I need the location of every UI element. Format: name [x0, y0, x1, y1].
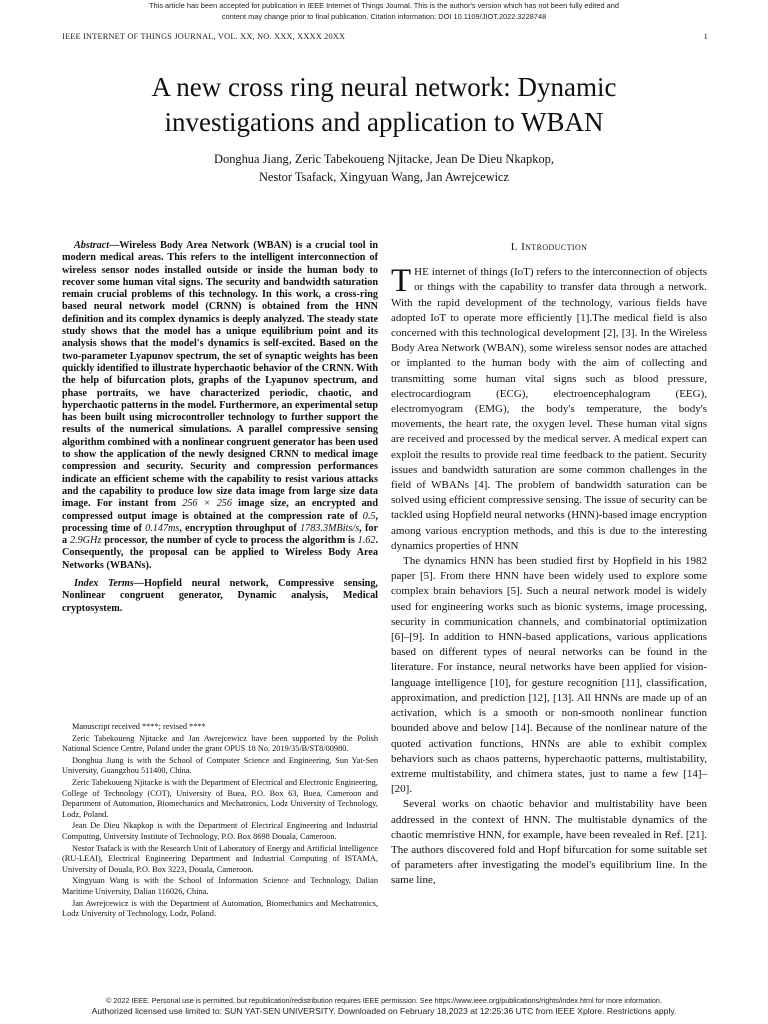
page-number: 1 — [703, 32, 708, 41]
footnote: Donghua Jiang is with the School of Computer Science and Engineering, Sun Yat-Sen University, Guangzhou 511400, China. — [62, 755, 378, 776]
intro-lead: HE — [414, 266, 429, 279]
section-number: I. — [510, 241, 518, 253]
index-terms — [62, 578, 378, 615]
left-column — [62, 240, 378, 615]
drop-cap: T — [391, 263, 412, 300]
footnote: Zeric Tabekoueng Njitacke is with the Department of Electrical and Electronic Engineering, College of Technology (COT), University of Buea, P.O. Box 63, Buea, Cameroon and Department of Automation, Biomechanics and Mechatronics, Lodz University of Technology, Lodz, Poland. — [62, 777, 378, 819]
index-terms-dash: — — [133, 578, 144, 590]
abstract-part-3: , processing time of — [62, 510, 378, 534]
math-compression-rate: 0.5 — [362, 510, 376, 522]
running-head — [62, 32, 708, 41]
abstract — [62, 240, 378, 572]
title-line-1: A new cross ring neural network: Dynamic — [151, 72, 617, 102]
notice-line-2: content may change prior to final publication. Citation information: DOI 10.1109/JIOT.2022.3228748 — [221, 12, 547, 21]
section-title: Introduction — [521, 241, 588, 253]
footnote: Nestor Tsafack is with the Research Unit of Laboratory of Energy and Artificial Intelligence (RU-LEAI), Electrical Engineering Department and Industrial Computing of ISTAMA, University of Douala, P.O. Box 3223, Douala, Cameroon. — [62, 843, 378, 874]
math-cycle-count: 1.62 — [357, 535, 376, 547]
index-terms-label: Index Terms — [74, 578, 134, 590]
math-processing-time: 0.147ms — [145, 522, 180, 534]
abstract-part-2: image size, an encrypted and compressed output image is obtained at the compression rate of — [62, 498, 379, 522]
abstract-part-7: . Consequently, the proposal can be applied to Wireless Body Area Networks (WBANs). — [62, 535, 379, 571]
abstract-part-5: , for a — [62, 522, 378, 547]
authors-line-2: Nestor Tsafack, Xingyuan Wang, Jan Awrejcewicz — [258, 170, 510, 184]
publication-notice — [0, 0, 768, 22]
footnote: Xingyuan Wang is with the School of Information Science and Technology, Dalian Maritime University, Dalian 116026, China. — [62, 876, 378, 896]
footnote: Manuscript received ****; revised **** — [72, 722, 206, 731]
footnote: Jean De Dieu Nkapkop is with the Department of Electrical Engineering and Industrial Computing, University Institute of Technology, P.O. Box 8698 Douala, Cameroon. — [62, 821, 378, 841]
abstract-label: Abstract — [74, 240, 110, 251]
right-column — [391, 240, 707, 889]
paper-title — [40, 70, 728, 140]
footnote: Jan Awrejcewicz is with the Department of Automation, Biomechanics and Mechatronics, Lodz University of Technology, Lodz, Poland. — [62, 898, 378, 919]
journal-name: IEEE INTERNET OF THINGS JOURNAL, VOL. XX, NO. XXX, XXXX 20XX — [62, 32, 346, 41]
index-terms-content: Hopfield neural network, Compressive sensing, Nonlinear congruent generator, Dynamic analysis, Medical cryptosystem. — [62, 578, 378, 614]
index-terms-text — [62, 578, 378, 615]
abstract-text — [62, 240, 378, 572]
copyright-line: © 2022 IEEE. Personal use is permitted, but republication/redistribution requires IEEE permission. See https://www.ieee.org/publications/rights/index.html for more information. — [106, 996, 662, 1005]
authors-line-1: Donghua Jiang, Zeric Tabekoueng Njitacke, Jean De Dieu Nkapkop, — [214, 152, 554, 166]
math-processor-frequency: 2.9GHz — [69, 535, 102, 547]
license-line: Authorized licensed use limited to: SUN YAT-SEN UNIVERSITY. Downloaded on February 18,2023 at 12:25:36 UTC from IEEE Xplore. Restrictions apply. — [91, 1006, 677, 1016]
copyright-footer — [0, 996, 768, 1016]
section-heading-introduction — [391, 240, 707, 255]
abstract-dash: — — [109, 240, 120, 251]
intro-text-1: internet of things (IoT) refers to the interconnection of objects or things with the capability to transfer data through a network. With the rapid development of the technology, various fields have adopted IoT to operate more efficiently [1].The medical field is also concerned with this technological development [2], [3]. In the Wireless Body Area Network (WBAN), some wireless sensor nodes are attached or implanted to the human body with the aim of collecting and transmitting some human vital signs such as blood pressure, electrocardiogram (ECG), electroencephalogram (EEG), electromyogram (EMG), the body's temperature, the body's movements, the heart rate, the oxygen level. These human vital signs are received and processed by the medical server. A medical expert can exploit the results to provide real time feedback to the patient. Security issues and bandwidth saturation are some common challenges in the field of WBANs [4]. The problem of bandwidth saturation can be solved using efficient compressive sensing. The issue of security can be tackled using Hopfield neural networks (HNN)-based image encryption among various encryption methods, and this is due to the interesting dynamics properties of HNN — [391, 266, 707, 552]
abstract-part-1: Wireless Body Area Network (WBAN) is a crucial tool in modern medical areas. This refers to the intelligent interconnection of wireless sensor nodes installed outside or inside the human body to recover some human vital signs. The security and bandwidth saturation remain crucial problems of this technology. In this work, a cross-ring based neural network model (CRNN) is obtained from the HNN definition and its complex dynamics is deeply analyzed. The steady state study shows that the model has a unique equilibrium point and its analysis shows that the model's dynamics is self-excited. Based on the two-parameter Lyapunov spectrum, the set of synaptic weights has been quickly identified to illustrate hyperchaotic behavior of the CRNN. With the help of bifurcation plots, graphs of the Lyapunov spectrum, and phase portraits, we have characterized periodic, chaotic, and hyperchaotic patterns in the model. Furthermore, an experimental setup has been built using microcontroller technology to further support the results of the numerical simulations. A parallel compressive sensing algorithm combined with a nonlinear congruent generator has been used to show the application of the newly designed CRNN to medical image compression and security. Security and compression performances indicate an efficient scheme with the capability to resist various attacks and the capability to produce low size data image from large size data image. For instant from — [62, 240, 378, 510]
footnote: Zeric Tabekoueng Njitacke and Jan Awrejcewicz have been supported by the Polish National Science Centre, Poland under the grant OPUS 18 No. 2019/35/B/ST8/00980. — [62, 733, 378, 754]
abstract-part-6: processor, the number of cycle to process the algorithm is — [101, 535, 358, 547]
math-throughput: 1783.3MBits/s — [300, 522, 360, 534]
math-image-size: 256 × 256 — [182, 498, 232, 510]
intro-paragraph-3: Several works on chaotic behavior and multistability have been addressed in the context of HNN. The multistable dynamics of the chaotic memristive HNN, for example, have been revealed in Ref. [21]. The authors discovered fold and Hopf bifurcation for some suitable set of parameters after investigating the model's equilibrium line. In the same line, — [391, 798, 707, 887]
title-line-2: investigations and application to WBAN — [164, 107, 604, 137]
intro-paragraph-2: The dynamics HNN has been studied first by Hopfield in his 1982 paper [5]. From there HNN have been widely used to explore some complex brain behaviors [5]. Such a neural network model is widely used for engineering works such as bionic systems, image processing, security in communication channels, and combinatorial optimization [6]–[9]. In addition to HNN-based applications, various applications based on different types of neural networks can be found in the literature. For instance, neural networks have been applied for vision-language intelligence [10], for gesture recognition [11], classification, approximation, and prediction [12], [13]. All HNNs are made up of an activation, which is a smooth or non-smooth nonlinear function bounded above and below [14]. Because of the nonlinear nature of the quoted activation functions, HNNs are able to exhibit complex behaviors such as chaos patterns, hyperchaotic patterns, multistability, extreme multistability, and chimera states, just to name a few [14]–[20]. — [391, 555, 707, 796]
intro-paragraph-1 — [391, 265, 707, 554]
abstract-part-4: , encryption throughput of — [179, 522, 301, 534]
footnotes — [62, 722, 378, 921]
notice-line-1: This article has been accepted for publication in IEEE Internet of Things Journal. This is the author's version which has not been fully edited and — [149, 1, 619, 10]
author-list — [40, 150, 728, 186]
